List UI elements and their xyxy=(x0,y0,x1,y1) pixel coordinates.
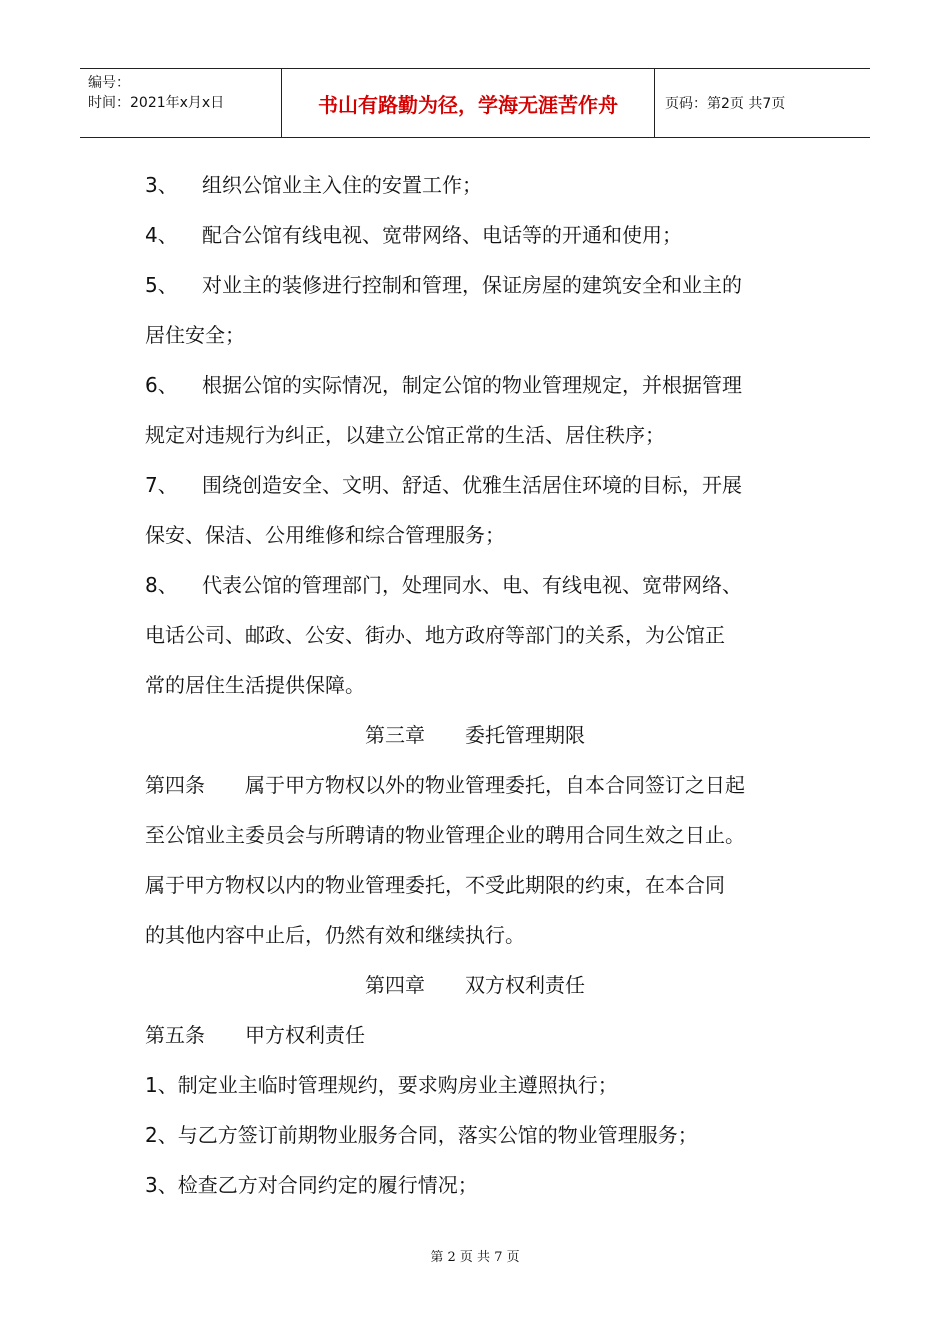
header-motto: 书山有路勤为径，学海无涯苦作舟 xyxy=(282,69,655,137)
article-line: 至公馆业主委员会与所聘请的物业管理企业的聘用合同生效之日止。 xyxy=(145,823,745,847)
list-item-continuation: 规定对违规行为纠正，以建立公馆正常的生活、居住秩序； xyxy=(145,423,665,447)
list-item: 1、制定业主临时管理规约，要求购房业主遵照执行； xyxy=(145,1073,618,1097)
list-item-continuation: 电话公司、邮政、公安、街办、地方政府等部门的关系，为公馆正 xyxy=(145,623,725,647)
list-item: 3、 组织公馆业主入住的安置工作； xyxy=(145,173,482,197)
chapter-heading: 第三章 委托管理期限 xyxy=(365,723,585,747)
article-paragraph: 第四条 属于甲方物权以外的物业管理委托，自本合同签订之日起 xyxy=(145,773,745,797)
page-footer: 第 2 页 共 7 页 xyxy=(430,1250,520,1265)
page-header xyxy=(80,68,870,138)
list-item-continuation: 保安、保洁、公用维修和综合管理服务； xyxy=(145,523,505,547)
list-item-continuation: 居住安全； xyxy=(145,323,245,347)
list-item-continuation: 常的居住生活提供保障。 xyxy=(145,673,365,697)
document-body xyxy=(145,160,825,1210)
list-item: 5、 对业主的装修进行控制和管理，保证房屋的建筑安全和业主的 xyxy=(145,273,742,297)
list-item: 6、 根据公馆的实际情况，制定公馆的物业管理规定，并根据管理 xyxy=(145,373,742,397)
header-meta xyxy=(80,69,282,137)
list-item: 7、 围绕创造安全、文明、舒适、优雅生活居住环境的目标，开展 xyxy=(145,473,742,497)
header-page-info: 页码：第2页 共7页 xyxy=(665,96,786,112)
article-heading: 第五条 甲方权利责任 xyxy=(145,1023,365,1047)
chapter-heading: 第四章 双方权利责任 xyxy=(365,973,585,997)
article-line: 的其他内容中止后，仍然有效和继续执行。 xyxy=(145,923,525,947)
list-item: 2、与乙方签订前期物业服务合同，落实公馆的物业管理服务； xyxy=(145,1123,698,1147)
list-item: 4、 配合公馆有线电视、宽带网络、电话等的开通和使用； xyxy=(145,223,682,247)
document-number-label: 编号： xyxy=(88,75,130,91)
list-item: 8、 代表公馆的管理部门，处理同水、电、有线电视、宽带网络、 xyxy=(145,573,742,597)
document-date: 时间：2021年x月x日 xyxy=(88,95,225,111)
list-item: 3、检查乙方对合同约定的履行情况； xyxy=(145,1173,478,1197)
article-line: 属于甲方物权以内的物业管理委托，不受此期限的约束，在本合同 xyxy=(145,873,725,897)
